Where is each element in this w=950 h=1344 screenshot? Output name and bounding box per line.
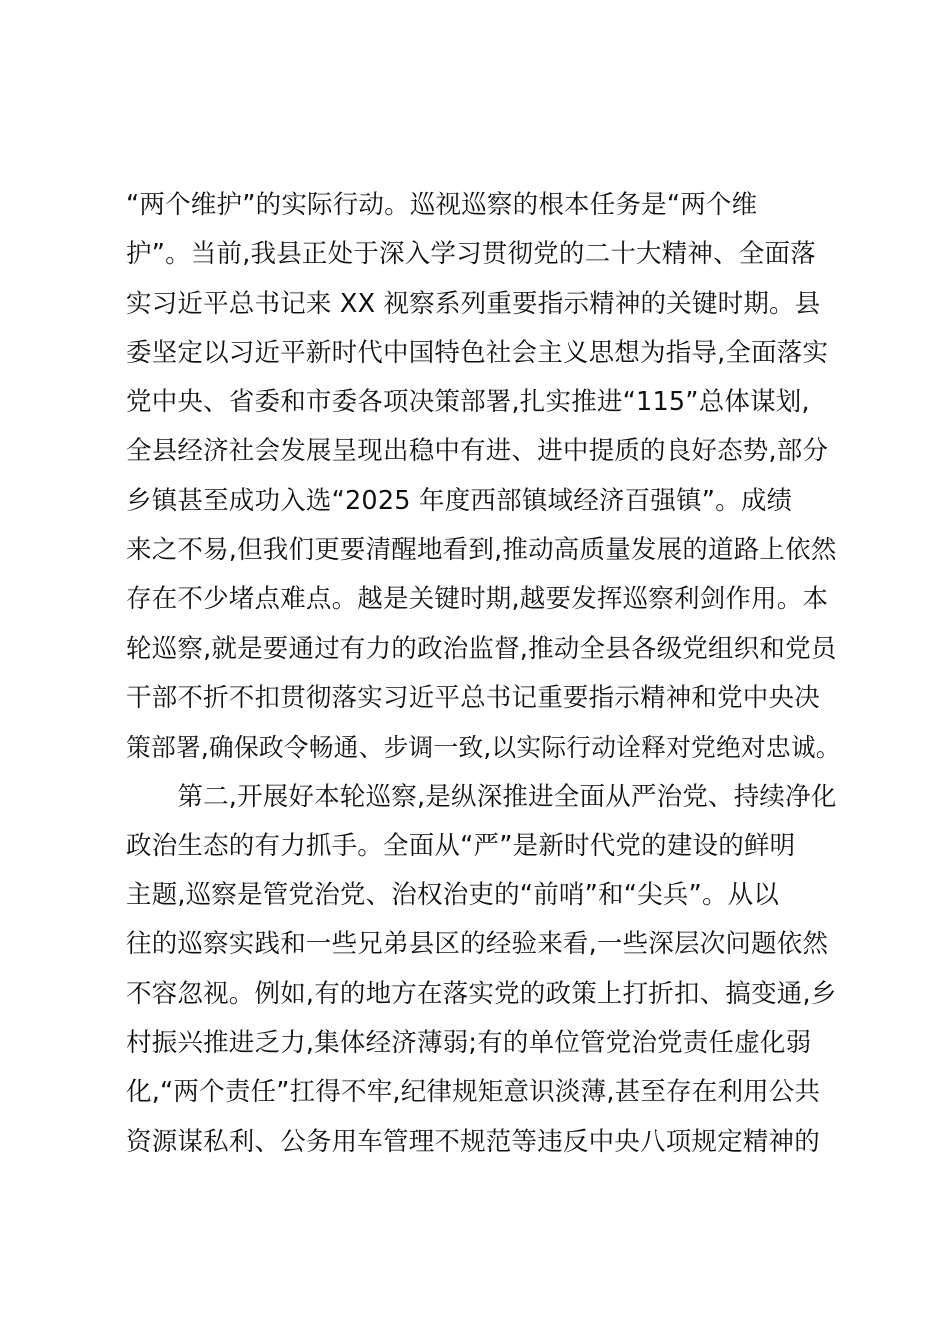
text-line: 村振兴推进乏力,集体经济薄弱;有的单位管党治党责任虚化弱 [126,1028,812,1059]
text-line: 策部署,确保政令畅通、步调一致,以实际行动诠释对党绝对忠诚。 [126,733,841,763]
text-line: 委坚定以习近平新时代中国特色社会主义思想为指导,全面落实 [126,337,829,368]
text-line: 乡镇甚至成功入选“2025 年度西部镇域经济百强镇”。成绩 [126,485,793,516]
text-line: “两个维护”的实际行动。巡视巡察的根本任务是“两个维 [126,190,758,220]
text-line: 往的巡察实践和一些兄弟县区的经验来看,一些深层次问题依然 [126,929,829,960]
text-line: 实习近平总书记来 XX 视察系列重要指示精神的关键时期。县 [126,288,821,319]
body-text [126,181,846,1167]
text-line: 来之不易,但我们更要清醒地看到,推动高质量发展的道路上依然 [126,535,837,566]
text-line: 化,“两个责任”扛得不牢,纪律规矩意识淡薄,甚至存在利用公共 [126,1077,821,1108]
text-line: 护”。当前,我县正处于深入学习贯彻党的二十大精神、全面落 [126,239,816,270]
text-line: 资源谋私利、公务用车管理不规范等违反中央八项规定精神的 [126,1126,820,1157]
text-line: 全县经济社会发展呈现出稳中有进、进中提质的良好态势,部分 [126,436,829,467]
text-line: 干部不折不扣贯彻落实习近平总书记重要指示精神和党中央决 [126,682,820,713]
text-line: 轮巡察,就是要通过有力的政治监督,推动全县各级党组织和党员 [126,633,837,664]
text-line: 存在不少堵点难点。越是关键时期,越要发挥巡察利剑作用。本 [126,584,829,615]
text-line: 政治生态的有力抓手。全面从“严”是新时代党的建设的鲜明 [126,830,796,861]
text-line: 党中央、省委和市委各项决策部署,扎实推进“115”总体谋划, [126,387,810,418]
text-line: 第二,开展好本轮巡察,是纵深推进全面从严治党、持续净化 [126,781,837,812]
text-line: 主题,巡察是管党治党、治权治吏的“前哨”和“尖兵”。从以 [126,880,780,911]
text-line: 不容忽视。例如,有的地方在落实党的政策上打折扣、搞变通,乡 [126,978,837,1009]
